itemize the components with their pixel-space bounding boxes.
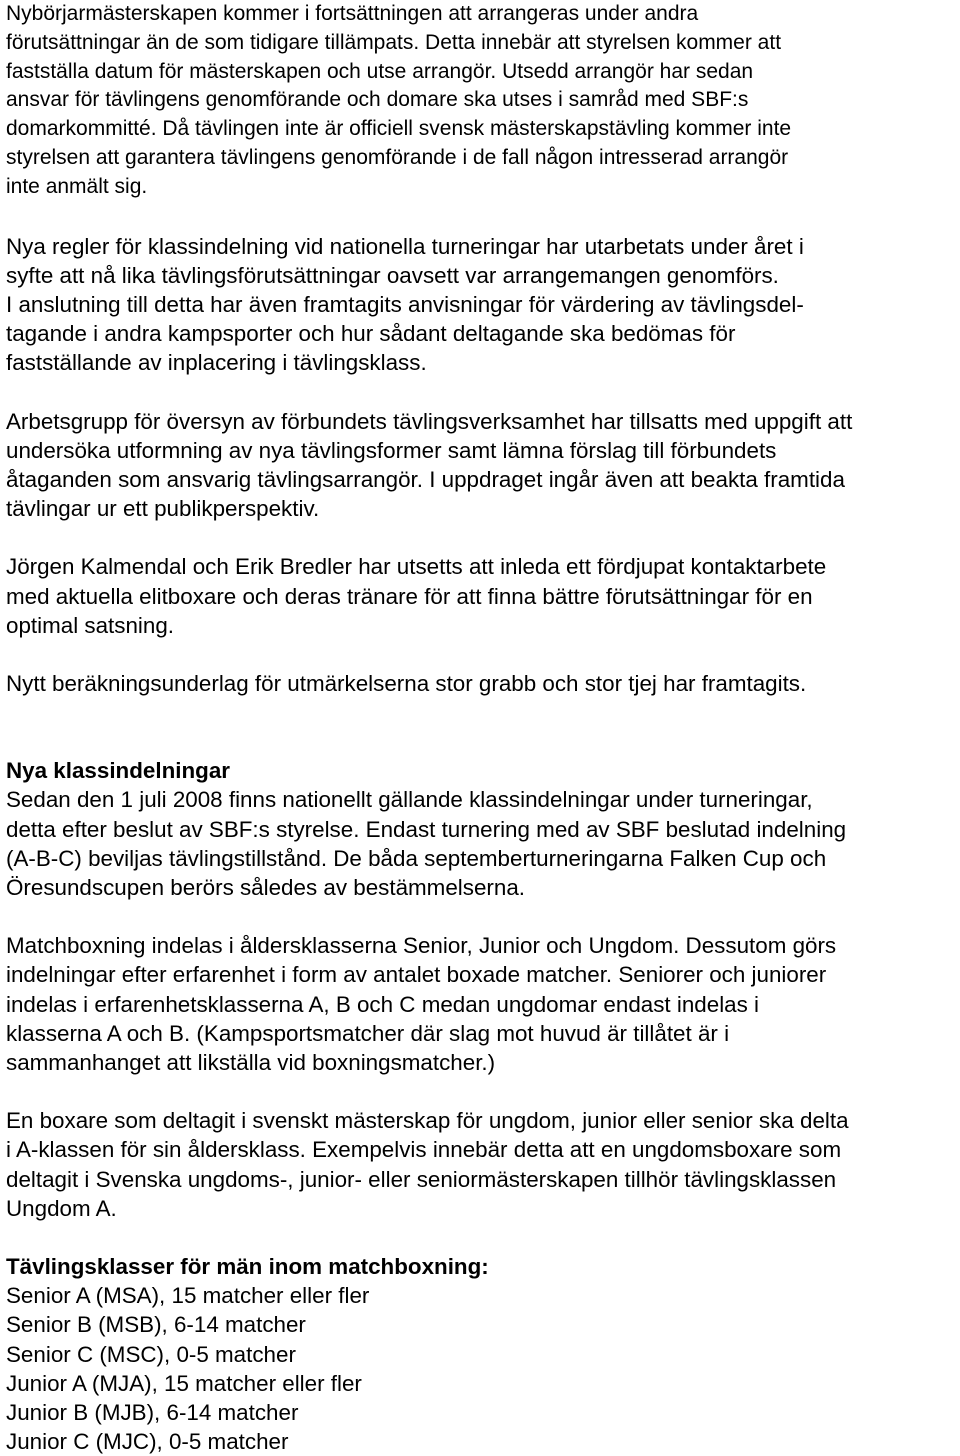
text-line: Nybörjarmästerskapen kommer i fortsättningen att arrangeras under andra [6,2,699,25]
text-line: syfte att nå lika tävlingsförutsättningar oavsett var arrangemangen genomförs. [6,262,779,288]
spacer [6,902,960,931]
spacer [6,698,960,756]
text-line: detta efter beslut av SBF:s styrelse. Endast turnering med av SBF beslutad indelning [6,816,847,842]
text-line: Öresundscupen berörs således av bestämmelserna. [6,875,525,901]
text-line: med aktuella elitboxare och deras tränare för att finna bättre förutsättningar för en [6,583,813,609]
list-item: Junior C (MJC), 0-5 matcher [6,1429,289,1455]
text-line: Nytt beräkningsunderlag för utmärkelserna stor grabb och stor tjej har framtagits. [6,671,807,697]
text-line: ansvar för tävlingens genomförande och domare ska utses i samråd med SBF:s [6,88,749,112]
spacer [6,1077,960,1106]
text-line: deltagit i Svenska ungdoms-, junior- eller seniormästerskapen tillhör tävlingsklassen [6,1166,837,1192]
spacer [6,202,960,232]
paragraph-kontaktarbete [6,552,960,640]
text-line: undersöka utformning av nya tävlingsformer samt lämna förslag till förbundets [6,437,777,463]
text-line: optimal satsning. [6,612,175,638]
text-line: indelningar efter erfarenhet i form av antalet boxade matcher. Seniorer och juniorer [6,962,827,988]
list-item: Senior C (MSC), 0-5 matcher [6,1341,296,1367]
text-line: i A-klassen för sin åldersklass. Exempelvis innebär detta att en ungdomsboxare som [6,1137,842,1163]
text-line: inte anmält sig. [6,174,148,198]
text-line: klasserna A och B. (Kampsportsmatcher där slag mot huvud är tillåtet är i [6,1020,730,1046]
text-line: tagande i andra kampsporter och hur sådant deltagande ska bedömas för [6,321,736,347]
text-line: Arbetsgrupp för översyn av förbundets tävlingsverksamhet har tillsatts med uppgift att [6,408,853,434]
paragraph-arbetsgrupp [6,407,960,524]
section-heading: Nya klassindelningar [6,758,230,784]
document-page [6,0,960,1456]
paragraph-nybörjarmästerskap [6,0,960,202]
paragraph-klassindelning-regler [6,232,960,378]
paragraph-utmarkelser [6,669,960,698]
paragraph-matchboxning [6,931,960,1077]
list-heading: Tävlingsklasser för män inom matchboxning: [6,1254,489,1280]
list-item: Senior A (MSA), 15 matcher eller fler [6,1283,370,1309]
spacer [6,640,960,669]
text-line: fastställa datum för mästerskapen och utse arrangör. Utsedd arrangör har sedan [6,59,754,83]
text-line: Matchboxning indelas i åldersklasserna Senior, Junior och Ungdom. Dessutom görs [6,933,837,959]
text-line: förutsättningar än de som tidigare tillämpats. Detta innebär att styrelsen kommer att [6,30,782,54]
text-line: tävlingar ur ett publikperspektiv. [6,496,320,522]
spacer [6,523,960,552]
paragraph-a-klassen [6,1106,960,1223]
tavlingsklasser-list [6,1252,960,1456]
list-item: Junior A (MJA), 15 matcher eller fler [6,1370,362,1396]
list-item: Junior B (MJB), 6-14 matcher [6,1400,299,1426]
text-line: Nya regler för klassindelning vid nationella turneringar har utarbetats under året i [6,233,804,259]
list-item: Senior B (MSB), 6-14 matcher [6,1312,306,1338]
text-line: I anslutning till detta har även framtagits anvisningar för värdering av tävlingsdel- [6,291,804,317]
spacer [6,378,960,407]
text-line: styrelsen att garantera tävlingens genomförande i de fall någon intresserad arrangör [6,145,789,169]
text-line: Jörgen Kalmendal och Erik Bredler har utsetts att inleda ett fördjupat kontaktarbete [6,554,827,580]
text-line: sammanhanget att likställa vid boxningsmatcher.) [6,1050,496,1076]
text-line: Sedan den 1 juli 2008 finns nationellt gällande klassindelningar under turneringar, [6,787,813,813]
text-line: fastställande av inplacering i tävlingsklass. [6,350,427,376]
section-nya-klassindelningar [6,756,960,902]
text-line: domarkommitté. Då tävlingen inte är officiell svensk mästerskapstävling kommer inte [6,117,792,141]
text-line: (A-B-C) beviljas tävlingstillstånd. De båda septemberturneringarna Falken Cup och [6,845,827,871]
spacer [6,1223,960,1252]
text-line: indelas i erfarenhetsklasserna A, B och C medan ungdomar endast indelas i [6,991,760,1017]
text-line: åtaganden som ansvarig tävlingsarrangör. I uppdraget ingår även att beakta framtida [6,467,845,492]
text-line: Ungdom A. [6,1195,117,1221]
text-line: En boxare som deltagit i svenskt mästerskap för ungdom, junior eller senior ska delta [6,1108,849,1134]
